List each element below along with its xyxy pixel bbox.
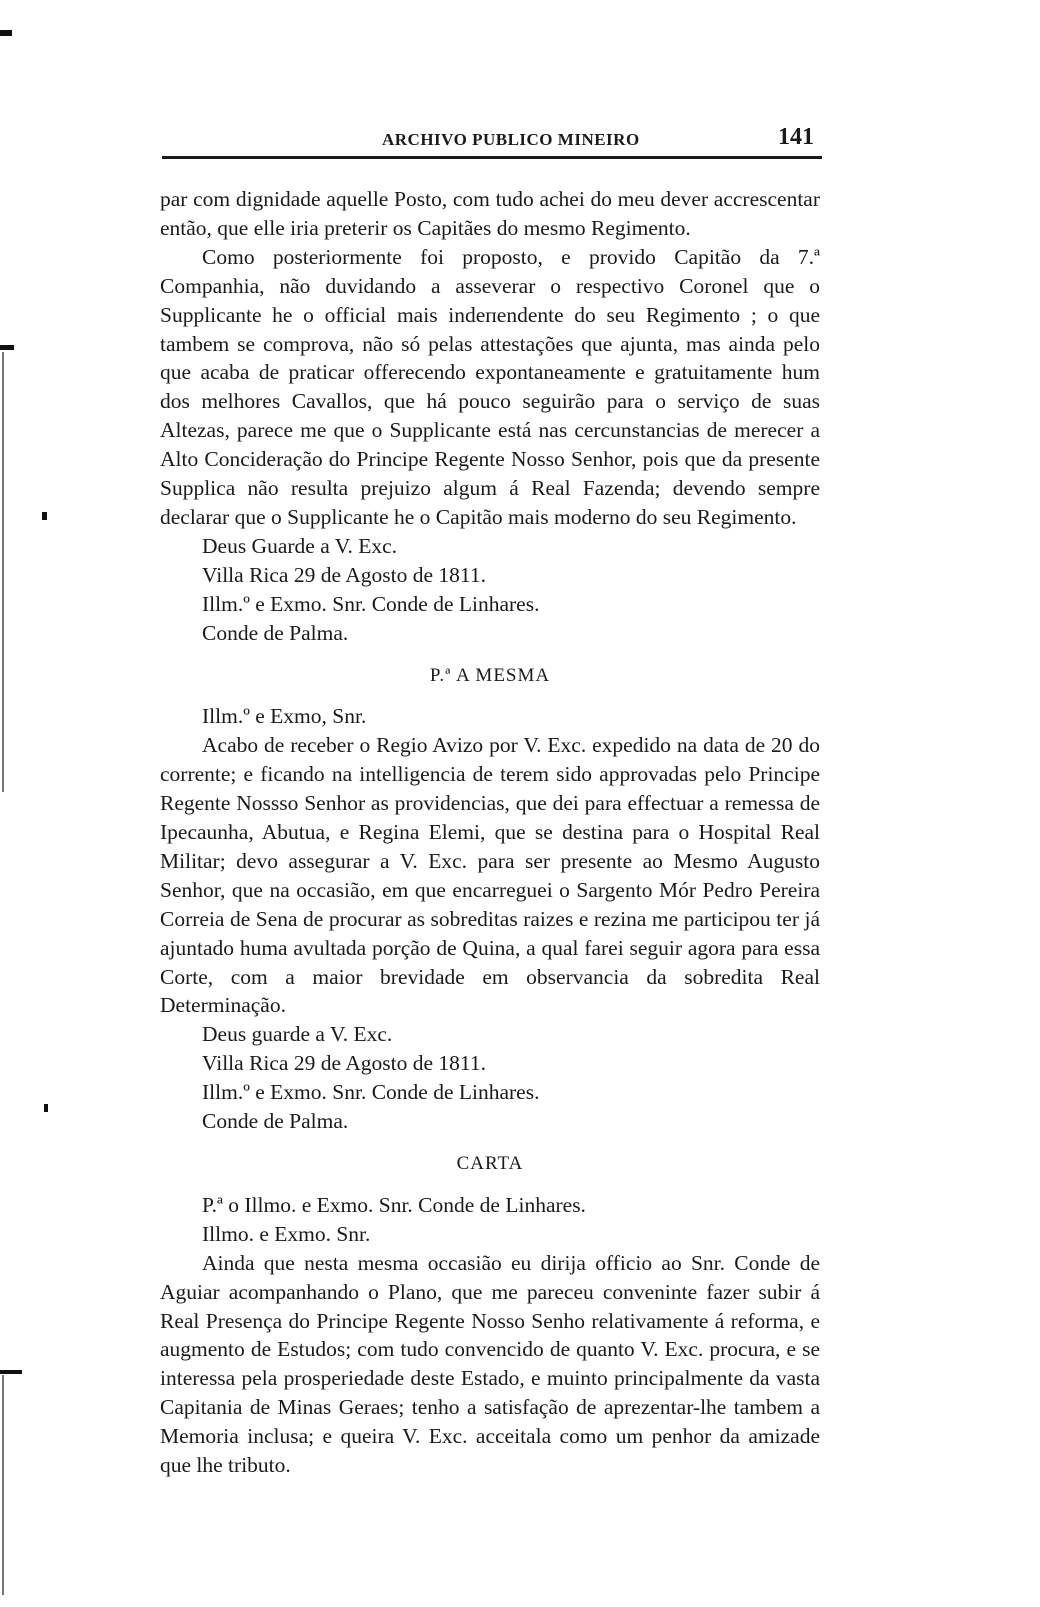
closing-line: Illm.º e Exmo. Snr. Conde de Linhares. bbox=[202, 591, 540, 616]
page-body bbox=[160, 185, 820, 1480]
closing-line: Conde de Palma. bbox=[202, 620, 349, 645]
margin-mark bbox=[0, 30, 12, 36]
closing-line: Illm.º e Exmo. Snr. Conde de Linhares. bbox=[202, 1080, 540, 1105]
salutation: Illm.º e Exmo, Snr. bbox=[202, 704, 367, 729]
paragraph: Acabo de receber o Regio Avizo por V. Exc. expedido na data de 20 do corrente; e ficando na intelligencia de terem sido approvadas pelo Principe Regente Nossso Senhor as providencias, que dei para effectuar a remessa de Ipecaunha, Abutua, e Regina Elemi, que se destina para o Hospital Real Militar; devo assegurar a V. Exc. para ser presente ao Mesmo Augusto Senhor, que na occasião, em que encarreguei o Sargento Mór Pedro Pereira Correia de Sena de procurar as sobreditas raizes e rezina me participou ter já ajuntado huma avultada porção de Quina, a qual farei seguir agora para essa Corte, com a maior brevidade em observancia da sobredita Real Determinação. bbox=[160, 733, 820, 1018]
paragraph: Como posteriormente foi proposto, e provido Capitão da 7.ª Companhia, não duvidando a asseverar o respectivo Coronel que o Supplicante he o official mais indeпendente do seu Regimento ; o que tambem se comprova, não só pelas attestações que ajunta, mas ainda pelo que acaba de praticar offerecendo expontaneamente e gratuitamente hum dos melhores Cavallos, que há pouco seguirão para o serviço de suas Altezas, parece me que o Supplicante está nas cercunstancias de merecer a Alto Concideração do Principe Regente Nosso Senhor, pois que da presente Supplica não resulta prejuizo algum á Real Fazenda; devendo sempre declarar que o Supplicante he o Capitão mais moderno do seu Regimento. bbox=[160, 244, 820, 529]
section-heading: P.ª A MESMA bbox=[429, 664, 551, 686]
margin-mark bbox=[44, 1104, 48, 1112]
salutation: Illmo. e Exmo. Snr. bbox=[202, 1221, 371, 1246]
closing-line: Deus guarde a V. Exc. bbox=[202, 1022, 393, 1047]
margin-mark bbox=[42, 512, 47, 520]
closing-line: Villa Rica 29 de Agosto de 1811. bbox=[202, 1051, 486, 1076]
page-header bbox=[162, 122, 822, 159]
closing-line: Conde de Palma. bbox=[202, 1109, 349, 1134]
closing-line: Deus Guarde a V. Exc. bbox=[202, 533, 398, 558]
page-number: 141 bbox=[778, 124, 814, 150]
margin-mark bbox=[2, 352, 4, 792]
closing-line: Villa Rica 29 de Agosto de 1811. bbox=[202, 562, 486, 587]
running-title: ARCHIVO PUBLICO MINEIRO bbox=[382, 130, 640, 149]
margin-mark bbox=[0, 345, 14, 350]
paragraph: Ainda que nesta mesma occasião eu dirija officio ao Snr. Conde de Aguiar acompanhando o Plano, que me pareceu conveninte fazer subir á Real Presença do Principe Regente Nosso Senho relativamente á reforma, e augmento de Estudos; com tudo convencido de quanto V. Exc. procura, e se interessa pela prosperiedade deste Estado, e muinto principalmente da vasta Capitania de Minas Geraes; tenho a satisfação de aprezentar-lhe tambem a Memoria inclusa; e queira V. Exc. acceitala como um penhor da amizade que lhe tributo. bbox=[160, 1250, 820, 1478]
address-line: P.ª o Illmo. e Exmo. Snr. Conde de Linhares. bbox=[202, 1192, 586, 1217]
section-heading: CARTA bbox=[456, 1153, 524, 1174]
paragraph: par com dignidade aquelle Posto, com tudo achei do meu dever accrescentar então, que elle iria preterir os Capitães do mesmo Regimento. bbox=[160, 187, 820, 240]
margin-mark bbox=[2, 1375, 4, 1595]
margin-mark bbox=[0, 1370, 22, 1374]
